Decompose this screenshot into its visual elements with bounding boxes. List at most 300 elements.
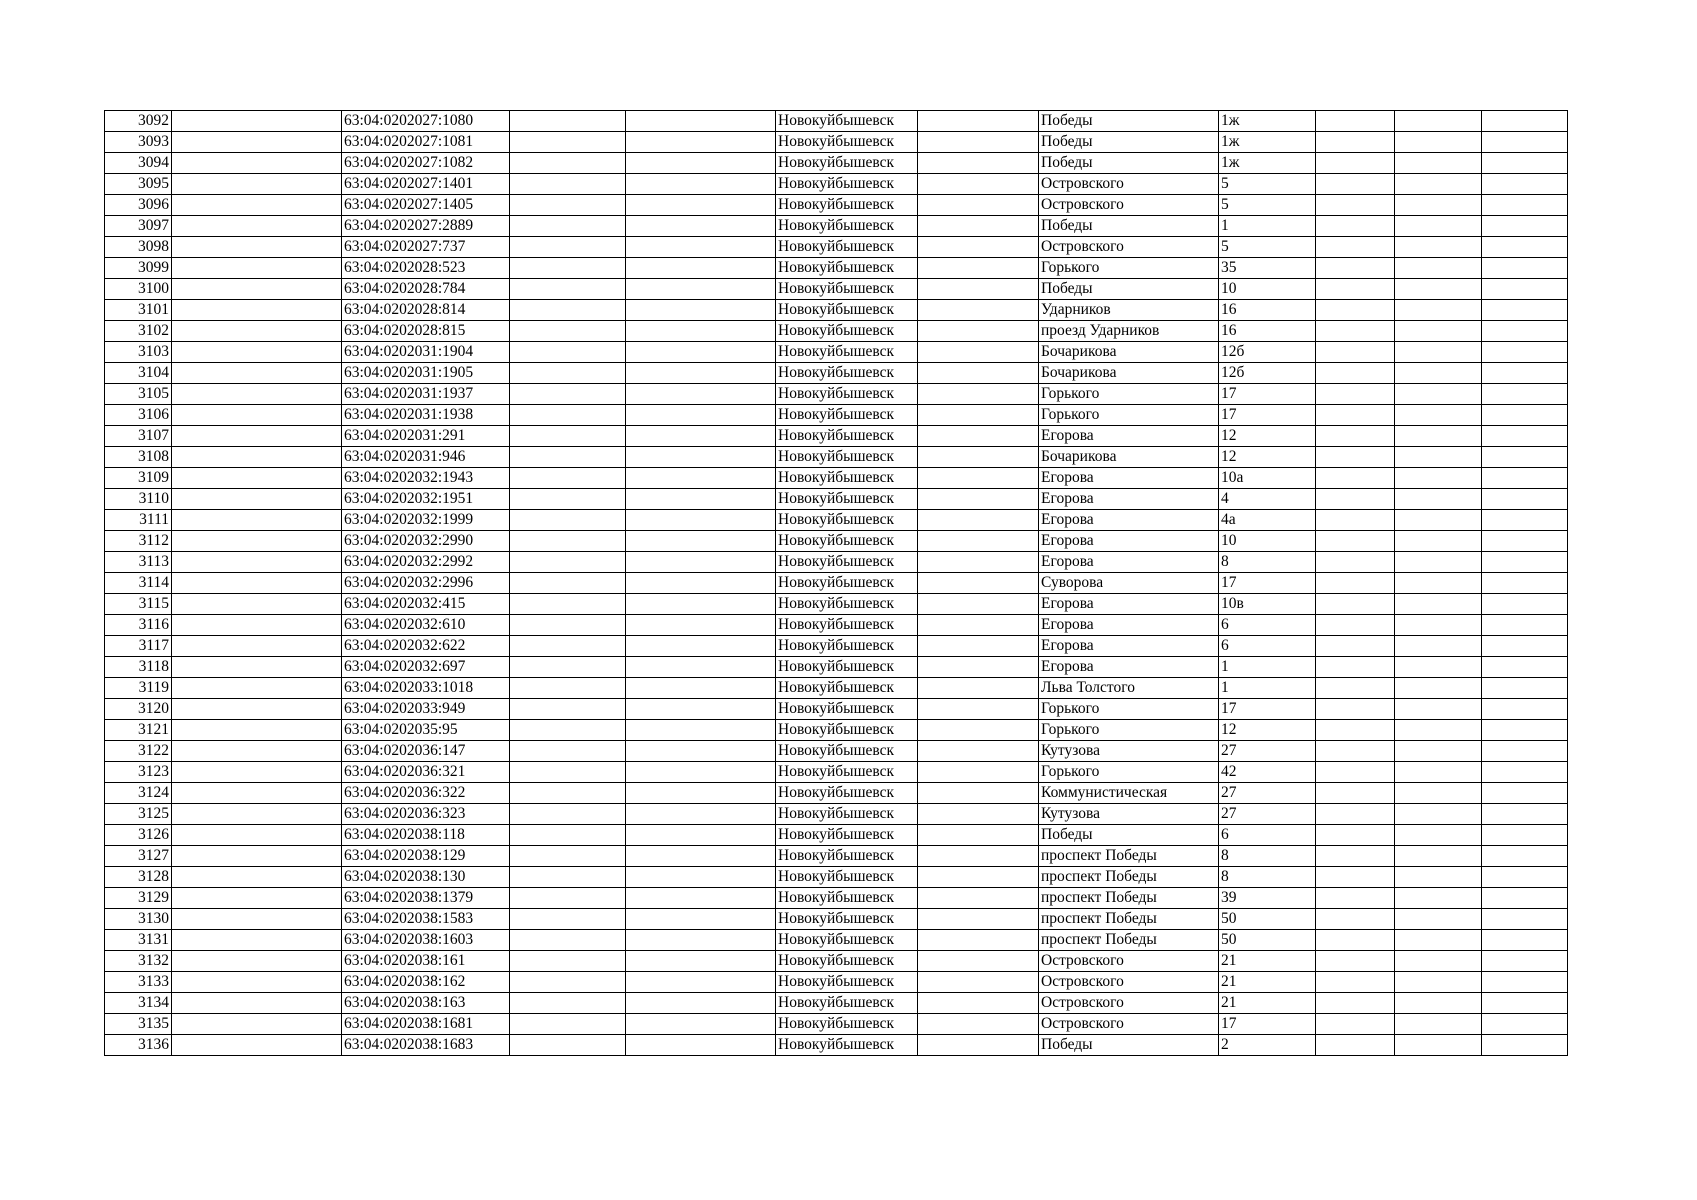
cadastral-number-cell: 63:04:0202033:949 xyxy=(342,699,510,720)
street-cell: Островского xyxy=(1039,195,1219,216)
empty-cell xyxy=(918,909,1039,930)
empty-cell xyxy=(918,846,1039,867)
table-row xyxy=(105,405,1568,426)
empty-cell xyxy=(172,237,342,258)
empty-cell xyxy=(1482,909,1568,930)
street-cell: Ударников xyxy=(1039,300,1219,321)
table-row xyxy=(105,951,1568,972)
empty-cell xyxy=(510,762,626,783)
street-cell: Победы xyxy=(1039,1035,1219,1056)
empty-cell xyxy=(510,846,626,867)
empty-cell xyxy=(626,489,776,510)
empty-cell xyxy=(1395,699,1482,720)
city-cell: Новокуйбышевск xyxy=(776,237,918,258)
house-number-cell: 5 xyxy=(1219,237,1316,258)
city-cell: Новокуйбышевск xyxy=(776,993,918,1014)
empty-cell xyxy=(1482,930,1568,951)
empty-cell xyxy=(1482,279,1568,300)
cadastral-number-cell: 63:04:0202038:163 xyxy=(342,993,510,1014)
empty-cell xyxy=(918,573,1039,594)
empty-cell xyxy=(1482,678,1568,699)
table-row xyxy=(105,594,1568,615)
empty-cell xyxy=(1395,363,1482,384)
empty-cell xyxy=(1316,1014,1395,1035)
empty-cell xyxy=(510,153,626,174)
empty-cell xyxy=(1395,342,1482,363)
city-cell: Новокуйбышевск xyxy=(776,174,918,195)
row-number-cell: 3116 xyxy=(105,615,172,636)
row-number-cell: 3099 xyxy=(105,258,172,279)
street-cell: Горького xyxy=(1039,405,1219,426)
city-cell: Новокуйбышевск xyxy=(776,426,918,447)
empty-cell xyxy=(918,426,1039,447)
cadastral-number-cell: 63:04:0202038:161 xyxy=(342,951,510,972)
empty-cell xyxy=(510,972,626,993)
street-cell: Бочарикова xyxy=(1039,363,1219,384)
city-cell: Новокуйбышевск xyxy=(776,195,918,216)
empty-cell xyxy=(1316,846,1395,867)
table-row xyxy=(105,216,1568,237)
empty-cell xyxy=(918,552,1039,573)
empty-cell xyxy=(172,342,342,363)
table-row xyxy=(105,111,1568,132)
row-number-cell: 3117 xyxy=(105,636,172,657)
cadastral-number-cell: 63:04:0202032:1951 xyxy=(342,489,510,510)
cadastral-number-cell: 63:04:0202027:737 xyxy=(342,237,510,258)
empty-cell xyxy=(1395,636,1482,657)
empty-cell xyxy=(510,195,626,216)
empty-cell xyxy=(626,636,776,657)
empty-cell xyxy=(626,930,776,951)
city-cell: Новокуйбышевск xyxy=(776,972,918,993)
street-cell: Льва Толстого xyxy=(1039,678,1219,699)
empty-cell xyxy=(1395,300,1482,321)
street-cell: Горького xyxy=(1039,699,1219,720)
empty-cell xyxy=(510,510,626,531)
empty-cell xyxy=(172,447,342,468)
house-number-cell: 8 xyxy=(1219,846,1316,867)
empty-cell xyxy=(172,279,342,300)
street-cell: проспект Победы xyxy=(1039,888,1219,909)
empty-cell xyxy=(1316,258,1395,279)
empty-cell xyxy=(1316,195,1395,216)
empty-cell xyxy=(1316,993,1395,1014)
empty-cell xyxy=(1395,510,1482,531)
empty-cell xyxy=(626,909,776,930)
cadastral-number-cell: 63:04:0202027:1405 xyxy=(342,195,510,216)
empty-cell xyxy=(1395,741,1482,762)
row-number-cell: 3132 xyxy=(105,951,172,972)
house-number-cell: 6 xyxy=(1219,615,1316,636)
empty-cell xyxy=(626,153,776,174)
house-number-cell: 50 xyxy=(1219,930,1316,951)
city-cell: Новокуйбышевск xyxy=(776,825,918,846)
empty-cell xyxy=(918,153,1039,174)
house-number-cell: 17 xyxy=(1219,699,1316,720)
empty-cell xyxy=(626,258,776,279)
empty-cell xyxy=(1482,321,1568,342)
empty-cell xyxy=(1395,573,1482,594)
empty-cell xyxy=(510,447,626,468)
cadastral-number-cell: 63:04:0202032:697 xyxy=(342,657,510,678)
empty-cell xyxy=(1316,783,1395,804)
empty-cell xyxy=(626,1014,776,1035)
empty-cell xyxy=(172,111,342,132)
city-cell: Новокуйбышевск xyxy=(776,888,918,909)
empty-cell xyxy=(1482,363,1568,384)
empty-cell xyxy=(510,258,626,279)
city-cell: Новокуйбышевск xyxy=(776,552,918,573)
empty-cell xyxy=(172,867,342,888)
empty-cell xyxy=(510,216,626,237)
house-number-cell: 5 xyxy=(1219,174,1316,195)
empty-cell xyxy=(510,678,626,699)
empty-cell xyxy=(1482,1035,1568,1056)
empty-cell xyxy=(918,258,1039,279)
empty-cell xyxy=(510,930,626,951)
house-number-cell: 12 xyxy=(1219,426,1316,447)
cadastral-number-cell: 63:04:0202028:784 xyxy=(342,279,510,300)
street-cell: Горького xyxy=(1039,720,1219,741)
house-number-cell: 10в xyxy=(1219,594,1316,615)
row-number-cell: 3101 xyxy=(105,300,172,321)
cadastral-number-cell: 63:04:0202038:1583 xyxy=(342,909,510,930)
street-cell: Горького xyxy=(1039,258,1219,279)
cadastral-number-cell: 63:04:0202036:147 xyxy=(342,741,510,762)
city-cell: Новокуйбышевск xyxy=(776,741,918,762)
street-cell: Горького xyxy=(1039,384,1219,405)
empty-cell xyxy=(510,531,626,552)
empty-cell xyxy=(1316,111,1395,132)
empty-cell xyxy=(172,384,342,405)
cadastral-number-cell: 63:04:0202027:1080 xyxy=(342,111,510,132)
house-number-cell: 6 xyxy=(1219,825,1316,846)
street-cell: проспект Победы xyxy=(1039,867,1219,888)
table-row xyxy=(105,783,1568,804)
empty-cell xyxy=(510,1035,626,1056)
empty-cell xyxy=(1395,909,1482,930)
house-number-cell: 27 xyxy=(1219,741,1316,762)
table-row xyxy=(105,384,1568,405)
row-number-cell: 3131 xyxy=(105,930,172,951)
street-cell: Островского xyxy=(1039,993,1219,1014)
empty-cell xyxy=(172,468,342,489)
street-cell: Егорова xyxy=(1039,657,1219,678)
empty-cell xyxy=(510,132,626,153)
empty-cell xyxy=(918,993,1039,1014)
city-cell: Новокуйбышевск xyxy=(776,657,918,678)
empty-cell xyxy=(626,174,776,195)
house-number-cell: 4а xyxy=(1219,510,1316,531)
empty-cell xyxy=(172,489,342,510)
empty-cell xyxy=(1395,468,1482,489)
empty-cell xyxy=(510,657,626,678)
empty-cell xyxy=(172,993,342,1014)
empty-cell xyxy=(626,321,776,342)
city-cell: Новокуйбышевск xyxy=(776,363,918,384)
empty-cell xyxy=(918,195,1039,216)
empty-cell xyxy=(172,594,342,615)
empty-cell xyxy=(510,552,626,573)
house-number-cell: 17 xyxy=(1219,573,1316,594)
house-number-cell: 21 xyxy=(1219,993,1316,1014)
empty-cell xyxy=(1482,972,1568,993)
city-cell: Новокуйбышевск xyxy=(776,132,918,153)
city-cell: Новокуйбышевск xyxy=(776,510,918,531)
empty-cell xyxy=(172,1035,342,1056)
house-number-cell: 21 xyxy=(1219,951,1316,972)
cadastral-number-cell: 63:04:0202031:1937 xyxy=(342,384,510,405)
empty-cell xyxy=(626,195,776,216)
empty-cell xyxy=(1316,699,1395,720)
table-row xyxy=(105,447,1568,468)
table-row xyxy=(105,678,1568,699)
row-number-cell: 3115 xyxy=(105,594,172,615)
empty-cell xyxy=(1395,132,1482,153)
empty-cell xyxy=(626,447,776,468)
empty-cell xyxy=(1482,195,1568,216)
cadastral-number-cell: 63:04:0202027:1082 xyxy=(342,153,510,174)
city-cell: Новокуйбышевск xyxy=(776,762,918,783)
empty-cell xyxy=(1316,720,1395,741)
table-row xyxy=(105,972,1568,993)
empty-cell xyxy=(1395,615,1482,636)
empty-cell xyxy=(1482,405,1568,426)
street-cell: проспект Победы xyxy=(1039,930,1219,951)
empty-cell xyxy=(172,510,342,531)
empty-cell xyxy=(1395,237,1482,258)
empty-cell xyxy=(510,741,626,762)
city-cell: Новокуйбышевск xyxy=(776,384,918,405)
cadastral-number-cell: 63:04:0202027:1401 xyxy=(342,174,510,195)
empty-cell xyxy=(1395,825,1482,846)
empty-cell xyxy=(626,720,776,741)
empty-cell xyxy=(1395,783,1482,804)
house-number-cell: 6 xyxy=(1219,636,1316,657)
empty-cell xyxy=(1395,153,1482,174)
empty-cell xyxy=(918,363,1039,384)
cadastral-number-cell: 63:04:0202031:1904 xyxy=(342,342,510,363)
empty-cell xyxy=(626,846,776,867)
empty-cell xyxy=(918,342,1039,363)
row-number-cell: 3122 xyxy=(105,741,172,762)
empty-cell xyxy=(510,888,626,909)
empty-cell xyxy=(510,951,626,972)
table-row xyxy=(105,174,1568,195)
empty-cell xyxy=(510,426,626,447)
row-number-cell: 3111 xyxy=(105,510,172,531)
empty-cell xyxy=(918,657,1039,678)
house-number-cell: 2 xyxy=(1219,1035,1316,1056)
city-cell: Новокуйбышевск xyxy=(776,279,918,300)
empty-cell xyxy=(510,468,626,489)
street-cell: Кутузова xyxy=(1039,741,1219,762)
cadastral-number-cell: 63:04:0202038:129 xyxy=(342,846,510,867)
empty-cell xyxy=(1316,636,1395,657)
empty-cell xyxy=(1316,510,1395,531)
empty-cell xyxy=(1482,132,1568,153)
empty-cell xyxy=(172,930,342,951)
cadastral-number-cell: 63:04:0202038:118 xyxy=(342,825,510,846)
cadastral-number-cell: 63:04:0202038:1379 xyxy=(342,888,510,909)
street-cell: Егорова xyxy=(1039,531,1219,552)
cadastral-number-cell: 63:04:0202027:1081 xyxy=(342,132,510,153)
cadastral-number-cell: 63:04:0202032:1943 xyxy=(342,468,510,489)
empty-cell xyxy=(918,1035,1039,1056)
table-row xyxy=(105,237,1568,258)
empty-cell xyxy=(172,783,342,804)
row-number-cell: 3120 xyxy=(105,699,172,720)
cadastral-number-cell: 63:04:0202036:323 xyxy=(342,804,510,825)
empty-cell xyxy=(510,363,626,384)
cadastral-number-cell: 63:04:0202031:946 xyxy=(342,447,510,468)
cadastral-number-cell: 63:04:0202032:415 xyxy=(342,594,510,615)
empty-cell xyxy=(510,174,626,195)
empty-cell xyxy=(1482,657,1568,678)
empty-cell xyxy=(626,552,776,573)
empty-cell xyxy=(1395,384,1482,405)
empty-cell xyxy=(1482,426,1568,447)
empty-cell xyxy=(626,468,776,489)
row-number-cell: 3094 xyxy=(105,153,172,174)
empty-cell xyxy=(918,951,1039,972)
cadastral-number-cell: 63:04:0202033:1018 xyxy=(342,678,510,699)
cadastral-number-cell: 63:04:0202028:523 xyxy=(342,258,510,279)
row-number-cell: 3125 xyxy=(105,804,172,825)
city-cell: Новокуйбышевск xyxy=(776,909,918,930)
empty-cell xyxy=(1316,153,1395,174)
empty-cell xyxy=(1316,531,1395,552)
empty-cell xyxy=(1395,195,1482,216)
empty-cell xyxy=(626,594,776,615)
empty-cell xyxy=(172,552,342,573)
house-number-cell: 16 xyxy=(1219,321,1316,342)
empty-cell xyxy=(1482,510,1568,531)
table-row xyxy=(105,300,1568,321)
empty-cell xyxy=(1395,279,1482,300)
empty-cell xyxy=(510,636,626,657)
street-cell: Егорова xyxy=(1039,636,1219,657)
empty-cell xyxy=(1482,111,1568,132)
empty-cell xyxy=(1316,573,1395,594)
empty-cell xyxy=(1316,972,1395,993)
empty-cell xyxy=(918,531,1039,552)
empty-cell xyxy=(1482,867,1568,888)
house-number-cell: 50 xyxy=(1219,909,1316,930)
empty-cell xyxy=(918,174,1039,195)
empty-cell xyxy=(1316,342,1395,363)
empty-cell xyxy=(510,1014,626,1035)
city-cell: Новокуйбышевск xyxy=(776,258,918,279)
house-number-cell: 21 xyxy=(1219,972,1316,993)
empty-cell xyxy=(626,279,776,300)
empty-cell xyxy=(918,825,1039,846)
empty-cell xyxy=(918,405,1039,426)
empty-cell xyxy=(1316,405,1395,426)
empty-cell xyxy=(510,825,626,846)
house-number-cell: 10 xyxy=(1219,531,1316,552)
empty-cell xyxy=(1482,594,1568,615)
empty-cell xyxy=(1395,846,1482,867)
table-row xyxy=(105,279,1568,300)
empty-cell xyxy=(1395,930,1482,951)
house-number-cell: 1ж xyxy=(1219,111,1316,132)
row-number-cell: 3124 xyxy=(105,783,172,804)
empty-cell xyxy=(1316,489,1395,510)
city-cell: Новокуйбышевск xyxy=(776,615,918,636)
empty-cell xyxy=(1316,594,1395,615)
empty-cell xyxy=(1482,825,1568,846)
street-cell: Островского xyxy=(1039,1014,1219,1035)
empty-cell xyxy=(1482,468,1568,489)
street-cell: Коммунистическая xyxy=(1039,783,1219,804)
empty-cell xyxy=(1482,804,1568,825)
empty-cell xyxy=(172,762,342,783)
empty-cell xyxy=(918,888,1039,909)
empty-cell xyxy=(1316,741,1395,762)
city-cell: Новокуйбышевск xyxy=(776,1014,918,1035)
empty-cell xyxy=(1395,111,1482,132)
empty-cell xyxy=(1395,888,1482,909)
empty-cell xyxy=(1316,951,1395,972)
empty-cell xyxy=(626,972,776,993)
empty-cell xyxy=(1395,321,1482,342)
row-number-cell: 3095 xyxy=(105,174,172,195)
empty-cell xyxy=(1482,447,1568,468)
table-row xyxy=(105,363,1568,384)
empty-cell xyxy=(626,216,776,237)
cadastral-number-cell: 63:04:0202038:162 xyxy=(342,972,510,993)
empty-cell xyxy=(1482,951,1568,972)
empty-cell xyxy=(626,951,776,972)
empty-cell xyxy=(918,930,1039,951)
house-number-cell: 5 xyxy=(1219,195,1316,216)
empty-cell xyxy=(918,1014,1039,1035)
empty-cell xyxy=(510,720,626,741)
empty-cell xyxy=(626,888,776,909)
city-cell: Новокуйбышевск xyxy=(776,846,918,867)
empty-cell xyxy=(172,573,342,594)
empty-cell xyxy=(918,699,1039,720)
empty-cell xyxy=(1395,972,1482,993)
empty-cell xyxy=(1395,657,1482,678)
empty-cell xyxy=(626,405,776,426)
table-row xyxy=(105,132,1568,153)
empty-cell xyxy=(172,615,342,636)
row-number-cell: 3134 xyxy=(105,993,172,1014)
empty-cell xyxy=(1482,153,1568,174)
table-row xyxy=(105,846,1568,867)
empty-cell xyxy=(1395,258,1482,279)
table-row xyxy=(105,1035,1568,1056)
cadastral-number-cell: 63:04:0202031:1905 xyxy=(342,363,510,384)
house-number-cell: 10 xyxy=(1219,279,1316,300)
empty-cell xyxy=(172,153,342,174)
street-cell: Островского xyxy=(1039,972,1219,993)
city-cell: Новокуйбышевск xyxy=(776,951,918,972)
street-cell: Суворова xyxy=(1039,573,1219,594)
empty-cell xyxy=(626,762,776,783)
empty-cell xyxy=(1316,237,1395,258)
city-cell: Новокуйбышевск xyxy=(776,783,918,804)
empty-cell xyxy=(172,951,342,972)
empty-cell xyxy=(1316,468,1395,489)
empty-cell xyxy=(1316,321,1395,342)
street-cell: Егорова xyxy=(1039,552,1219,573)
empty-cell xyxy=(172,636,342,657)
empty-cell xyxy=(1316,1035,1395,1056)
row-number-cell: 3107 xyxy=(105,426,172,447)
